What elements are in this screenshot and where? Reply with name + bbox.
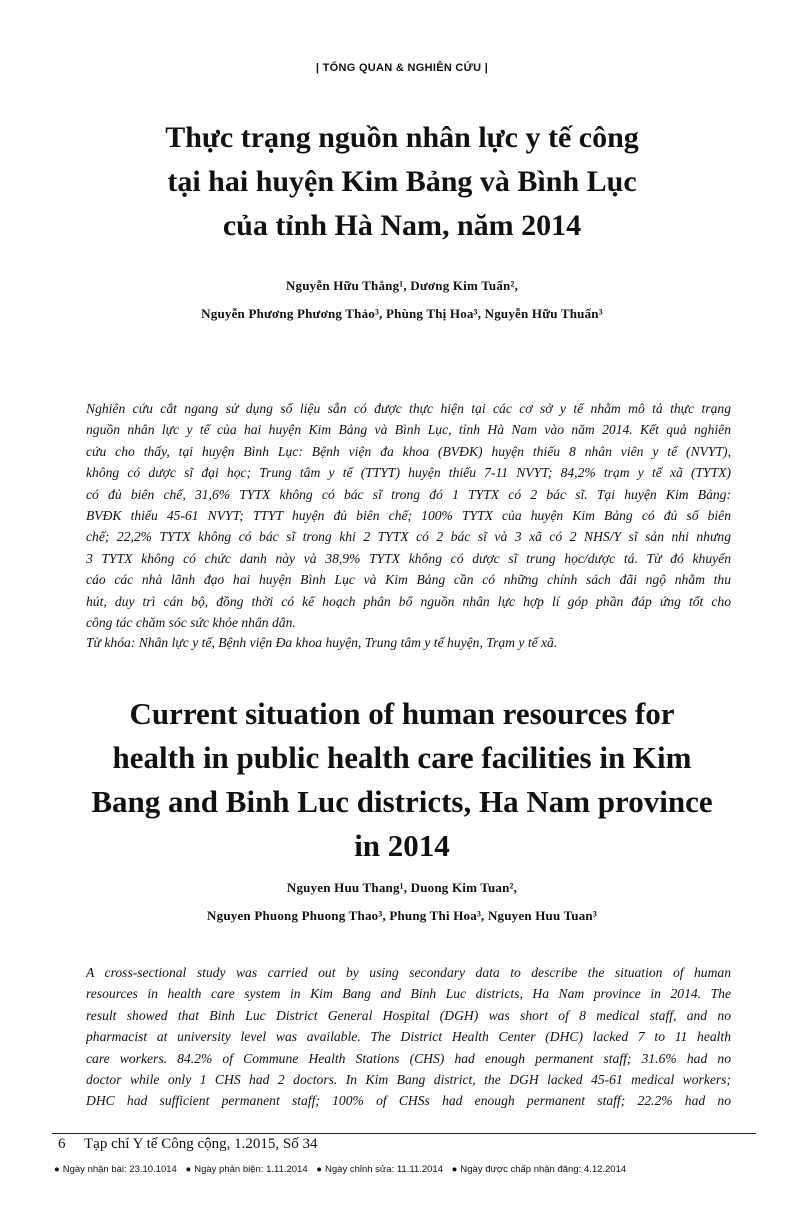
bullet-icon: ●: [185, 1164, 192, 1175]
abstract-line: result showed that Binh Luc District General Hospital (DGH) was short of 8 medical staff, and no: [86, 1007, 731, 1023]
english-title: [40, 692, 764, 868]
revision-date: Ngày chỉnh sửa: 11.11.2014: [325, 1164, 443, 1175]
vietnamese-abstract: [86, 398, 731, 633]
english-title-line: health in public health care facilities in Kim: [112, 740, 692, 775]
submission-dates: [54, 1164, 758, 1175]
abstract-line: Nghiên cứu cắt ngang sử dụng số liệu sẵn có được thực hiện tại các cơ sở y tế nhằm mô tả thực trạng: [86, 401, 731, 416]
bullet-icon: ●: [54, 1164, 60, 1175]
abstract-line: có đủ biên chế, 31,6% TYTX không có bác sĩ trong đó 1 TYTX có 2 bác sĩ. Tại huyện Kim Bảng:: [86, 486, 731, 502]
abstract-line: công tác chăm sóc sức khỏe nhân dân.: [86, 615, 296, 631]
journal-citation: Tạp chí Y tế Công cộng, 1.2015, Số 34: [84, 1136, 318, 1152]
abstract-line: không có dược sĩ đại học; Trung tâm y tế (TTYT) huyện thiếu 7-11 NVYT; 84,2% trạm y tế xã (TYTX): [86, 465, 731, 481]
footer-divider: [52, 1133, 756, 1134]
english-title-line: Bang and Binh Luc districts, Ha Nam province: [91, 784, 713, 819]
vietnamese-title-line: Thực trạng nguồn nhân lực y tế công: [165, 121, 639, 154]
abstract-line: doctor while only 1 CHS had 2 doctors. In Kim Bang district, the DGH lacked 45-61 medical workers;: [86, 1072, 731, 1088]
abstract-line: DHC had sufficient permanent staff; 100% of CHSs had enough permanent staff; 22.2% had no: [86, 1093, 731, 1109]
abstract-line: A cross-sectional study was carried out by using secondary data to describe the situation of human: [86, 965, 731, 980]
abstract-line: BVĐK thiếu 45-61 NVYT; TTYT huyện đủ biên chế; 100% TYTX của huyện Kim Bảng có đủ số biên: [86, 508, 731, 524]
abstract-line: chế; 22,2% TYTX không có bác sĩ trong khi 2 TYTX có 2 bác sĩ và 3 xã có 2 NHS/Y sĩ sản nhi nhưng: [86, 529, 731, 545]
vietnamese-title-line: tại hai huyện Kim Bảng và Bình Lục: [167, 165, 637, 198]
abstract-line: resources in health care system in Kim Bang and Binh Luc districts, Ha Nam province in 2014. The: [86, 986, 731, 1002]
english-authors: [0, 874, 804, 930]
vietnamese-title: [60, 116, 744, 248]
abstract-line: nguồn nhân lực y tế của hai huyện Kim Bảng và Bình Lục, tỉnh Hà Nam vào năm 2014. Kết quả nghiên: [86, 422, 731, 438]
page-number: 6: [58, 1136, 66, 1152]
abstract-line: hút, duy trì cán bộ, đồng thời có kế hoạch phân bổ nguồn nhân lực hợp lí góp phần đáp ứng tốt cho: [86, 593, 731, 609]
abstract-line: cứu cho thấy, tại huyện Bình Lục: Bệnh viện đa khoa (BVĐK) huyện thiếu 8 nhân viên y tế (NVYT),: [86, 443, 731, 459]
english-title-line: in 2014: [354, 828, 450, 863]
journal-footer: [58, 1136, 317, 1153]
author-line: Nguyen Huu Thang¹, Duong Kim Tuan²,: [286, 880, 518, 895]
abstract-line: pharmacist at university level was available. The District Health Center (DHC) lacked 7 to 11 health: [86, 1029, 731, 1045]
abstract-line: 3 TYTX không có chức danh này và 38,9% TYTX không có dược sĩ trung học/dược tá. Từ đó khuyến: [86, 550, 731, 566]
author-line: Nguyễn Hữu Thắng¹, Dương Kim Tuấn²,: [285, 278, 519, 293]
abstract-line: cáo các nhà lãnh đạo hai huyện Bình Lục và Kim Bảng cần có những chính sách đãi ngộ nhằm thu: [86, 572, 731, 588]
bullet-icon: ●: [316, 1164, 323, 1175]
received-date: Ngày nhận bài: 23.10.1014: [62, 1164, 177, 1175]
english-abstract: [86, 962, 731, 1112]
vietnamese-authors: [0, 272, 804, 328]
abstract-line: care workers. 84.2% of Commune Health Stations (CHS) had enough permanent staff; 31.6% had no: [86, 1050, 731, 1066]
author-line: Nguyen Phuong Phuong Thao³, Phung Thi Hoa³, Nguyen Huu Tuan³: [207, 908, 597, 923]
keywords: Từ khóa: Nhân lực y tế, Bệnh viện Đa khoa huyện, Trung tâm y tế huyện, Trạm y tế xã.: [86, 635, 558, 650]
vietnamese-title-line: của tỉnh Hà Nam, năm 2014: [222, 209, 582, 242]
bullet-icon: ●: [451, 1164, 458, 1175]
author-line: Nguyễn Phương Phương Thảo³, Phùng Thị Hoa³, Nguyễn Hữu Thuấn³: [201, 306, 603, 321]
english-title-line: Current situation of human resources for: [129, 696, 675, 731]
review-date: Ngày phản biện: 1.11.2014: [194, 1164, 308, 1175]
accepted-date: Ngày được chấp nhận đăng: 4.12.2014: [460, 1164, 627, 1175]
section-tag: | TỔNG QUAN & NGHIÊN CỨU |: [315, 62, 489, 74]
